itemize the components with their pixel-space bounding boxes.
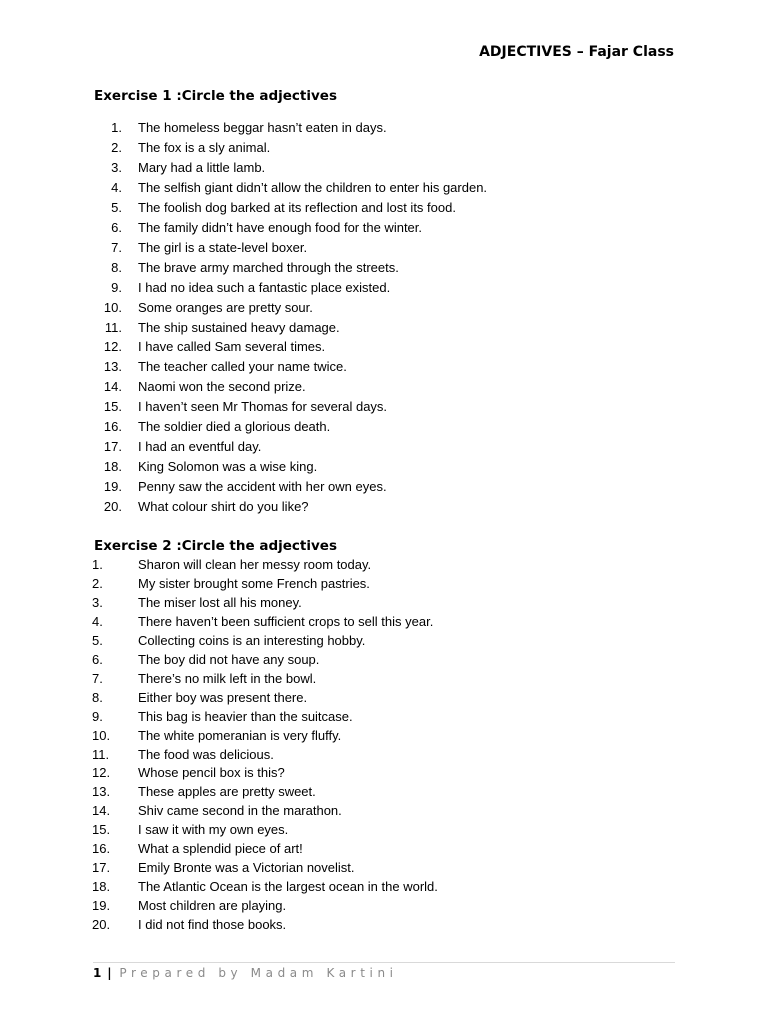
item-number: 6.	[111, 219, 122, 235]
item-sentence: I did not find those books.	[138, 917, 287, 933]
item-number: 20.	[92, 917, 111, 933]
item-number: 16.	[92, 841, 111, 857]
item-number: 3.	[92, 594, 103, 610]
item-number: 7.	[92, 670, 103, 686]
item-sentence: Most children are playing.	[138, 898, 287, 914]
item-sentence: Collecting coins is an interesting hobby.	[138, 632, 366, 648]
item-number: 8.	[111, 259, 122, 275]
item-number: 1.	[92, 557, 103, 572]
item-sentence: Penny saw the accident with her own eyes.	[138, 479, 387, 495]
item-sentence: I haven’t seen Mr Thomas for several days.	[138, 399, 388, 415]
item-number: 8.	[92, 689, 103, 705]
item-sentence: The ship sustained heavy damage.	[138, 319, 340, 335]
item-sentence: This bag is heavier than the suitcase.	[138, 708, 353, 724]
item-number: 1.	[111, 120, 122, 135]
item-sentence: The boy did not have any soup.	[138, 651, 320, 667]
item-number: 15.	[92, 822, 111, 838]
item-number: 17.	[92, 860, 111, 876]
item-sentence: The white pomeranian is very fluffy.	[138, 727, 342, 743]
item-sentence: I saw it with my own eyes.	[138, 822, 289, 838]
item-sentence: The food was delicious.	[138, 746, 274, 762]
item-sentence: What colour shirt do you like?	[138, 499, 309, 515]
item-number: 19.	[92, 898, 111, 914]
item-number: 3.	[111, 159, 122, 175]
item-sentence: Naomi won the second prize.	[138, 379, 306, 395]
item-sentence: I have called Sam several times.	[138, 339, 326, 355]
item-sentence: What a splendid piece of art!	[138, 841, 303, 857]
item-sentence: Emily Bronte was a Victorian novelist.	[138, 860, 355, 876]
item-number: 10.	[92, 727, 111, 743]
item-sentence: There haven’t been sufficient crops to sell this year.	[138, 613, 434, 629]
item-number: 13.	[103, 359, 122, 375]
item-number: 14.	[92, 803, 111, 819]
item-number: 2.	[111, 139, 122, 155]
item-sentence: The brave army marched through the streets.	[138, 259, 399, 275]
item-sentence: The teacher called your name twice.	[138, 359, 347, 375]
item-sentence: Whose pencil box is this?	[138, 765, 285, 781]
item-number: 13.	[92, 784, 111, 800]
item-sentence: The fox is a sly animal.	[138, 139, 271, 155]
item-sentence: Mary had a little lamb.	[138, 159, 266, 175]
item-sentence: The miser lost all his money.	[138, 594, 302, 610]
item-sentence: The Atlantic Ocean is the largest ocean in the world.	[138, 879, 438, 895]
item-sentence: The girl is a state-level boxer.	[138, 239, 308, 255]
item-number: 12.	[92, 765, 111, 781]
item-number: 18.	[103, 459, 122, 475]
item-number: 9.	[92, 708, 103, 724]
item-number: 20.	[103, 499, 122, 515]
exercise-1-heading: Exercise 1 :Circle the adjectives	[94, 88, 337, 104]
item-sentence: Sharon will clean her messy room today.	[138, 557, 372, 572]
item-sentence: The family didn’t have enough food for the winter.	[138, 219, 423, 235]
exercise-2-heading: Exercise 2 :Circle the adjectives	[94, 538, 337, 554]
item-sentence: Shiv came second in the marathon.	[138, 803, 342, 819]
item-sentence: The homeless beggar hasn’t eaten in days.	[138, 120, 387, 135]
prepared-by-text: Prepared by Madam Kartini	[119, 966, 398, 980]
item-number: 16.	[103, 419, 122, 435]
item-sentence: King Solomon was a wise king.	[138, 459, 318, 475]
item-number: 14.	[103, 379, 122, 395]
item-number: 11.	[92, 746, 110, 762]
page-number: 1	[93, 966, 102, 980]
item-number: 10.	[103, 299, 122, 315]
item-sentence: These apples are pretty sweet.	[138, 784, 316, 800]
item-number: 7.	[111, 239, 122, 255]
item-sentence: There’s no milk left in the bowl.	[138, 670, 317, 686]
item-sentence: My sister brought some French pastries.	[138, 575, 370, 591]
item-sentence: The selfish giant didn’t allow the children to enter his garden.	[138, 179, 488, 195]
footer-separator: |	[107, 966, 112, 980]
item-sentence: Some oranges are pretty sour.	[138, 299, 313, 315]
item-sentence: I had an eventful day.	[138, 439, 262, 455]
item-sentence: The foolish dog barked at its reflection and lost its food.	[138, 199, 456, 215]
item-number: 4.	[92, 613, 103, 629]
footer-divider	[93, 962, 675, 963]
item-number: 19.	[103, 479, 122, 495]
item-number: 9.	[111, 279, 122, 295]
item-number: 15.	[103, 399, 122, 415]
item-number: 12.	[103, 339, 122, 355]
item-number: 4.	[111, 179, 122, 195]
item-number: 5.	[92, 632, 103, 648]
item-number: 2.	[92, 575, 103, 591]
item-number: 17.	[103, 439, 122, 455]
item-number: 18.	[92, 879, 111, 895]
item-number: 6.	[92, 651, 103, 667]
item-sentence: The soldier died a glorious death.	[138, 419, 331, 435]
item-number: 5.	[111, 199, 122, 215]
document-title: ADJECTIVES – Fajar Class	[479, 44, 674, 60]
item-sentence: I had no idea such a fantastic place existed.	[138, 279, 391, 295]
page-footer	[93, 966, 398, 980]
item-number: 11.	[104, 319, 122, 335]
item-sentence: Either boy was present there.	[138, 689, 308, 705]
